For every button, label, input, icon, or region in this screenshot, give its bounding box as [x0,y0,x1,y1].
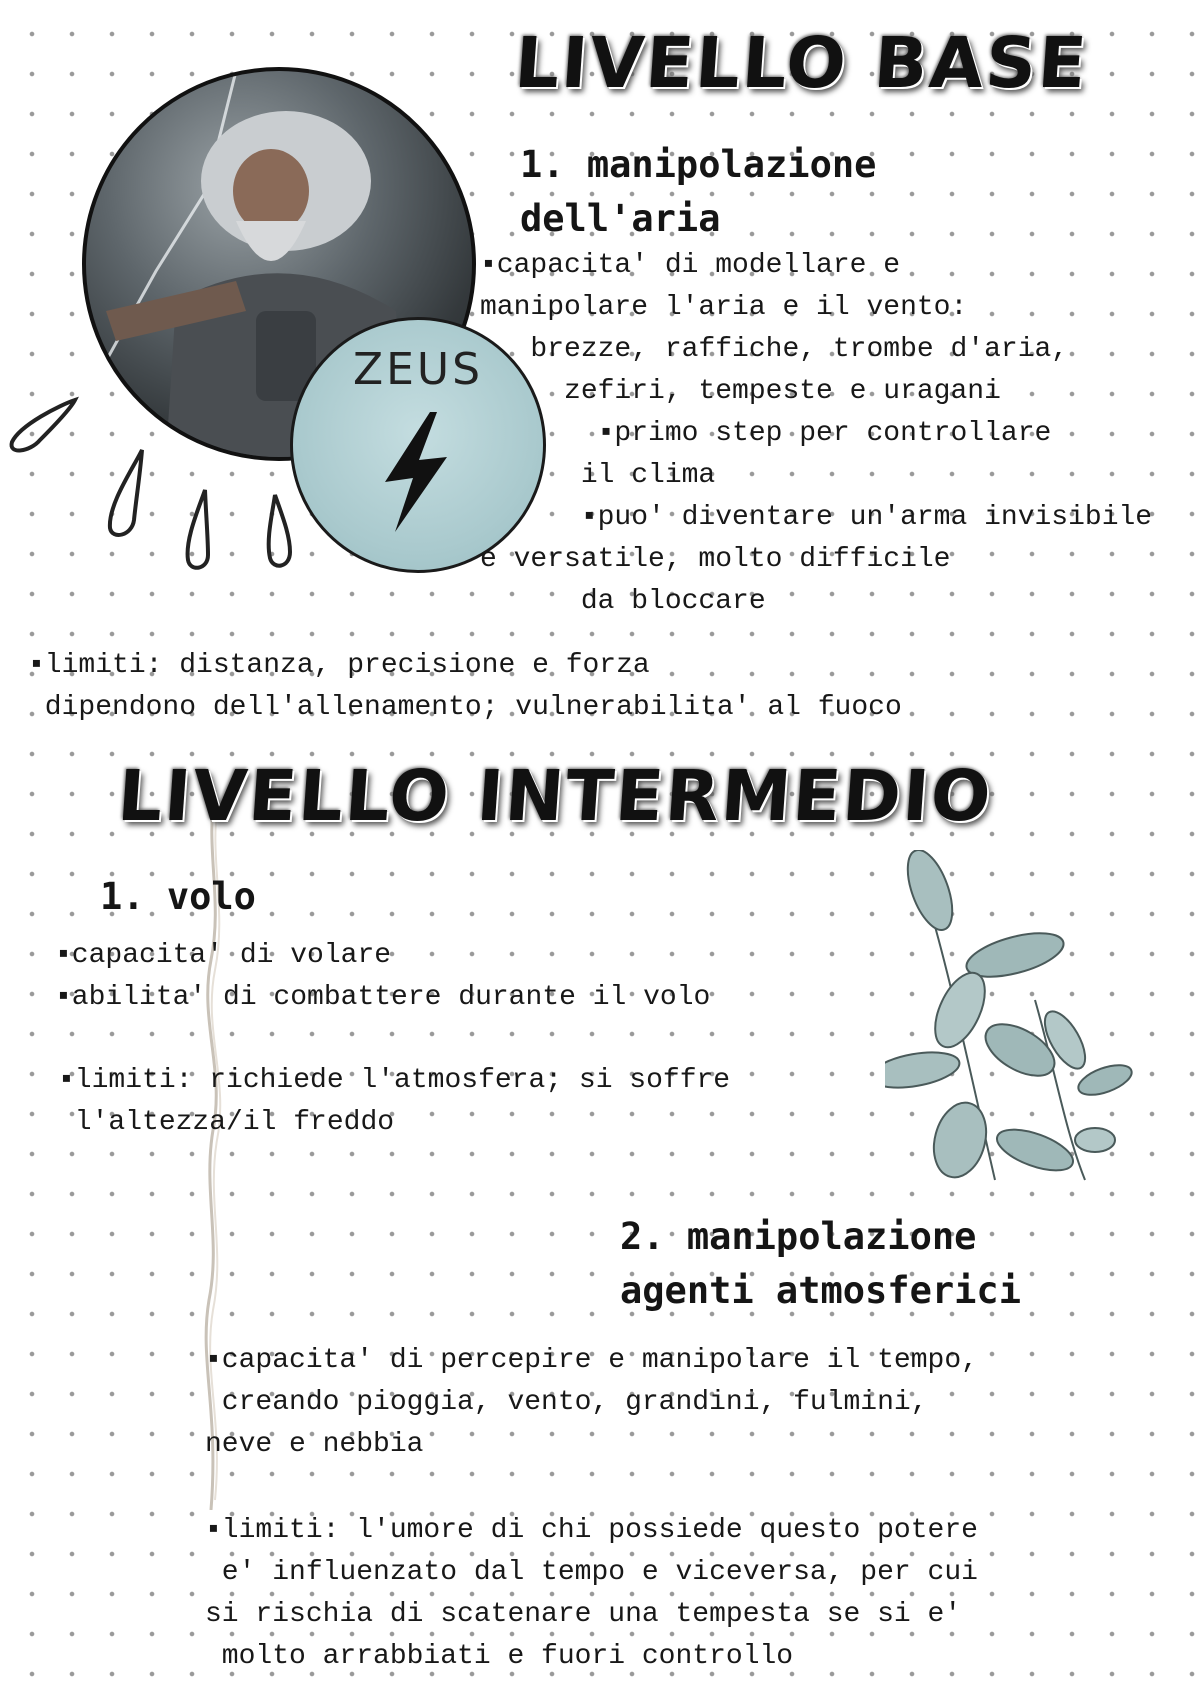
leaves-illustration [885,850,1145,1190]
power-title-agenti-atmosferici: 2. manipolazione agenti atmosferici [620,1215,1021,1312]
power-title-manipolazione-aria: 1. manipolazione dell'aria [520,143,877,240]
raindrop-doodles [0,380,310,580]
power-description-volo: ▪capacita' di volare ▪abilita' di combattere durante il volo [55,940,711,1013]
power-description-agenti-atmosferici: ▪capacita' di percepire e manipolare il tempo, creando pioggia, vento, grandini, fulmini, neve e nebbia [205,1345,978,1460]
power-limits-aria: ▪limiti: distanza, precisione e forza dipendono dell'allenamento; vulnerabilita' al fuoco [28,650,902,723]
lightning-bolt-icon [375,412,455,532]
power-title-volo: 1. volo [100,875,256,918]
heading-livello-base: LIVELLO BASE [512,22,1091,104]
power-limits-volo: ▪limiti: richiede l'atmosfera; si soffre l'altezza/il freddo [58,1065,731,1138]
heading-livello-intermedio: LIVELLO INTERMEDIO [115,755,996,837]
power-description-aria: ▪capacita' di modellare e manipolare l'aria e il vento: brezze, raffiche, trombe d'aria, zefiri, tempeste e uragani ▪primo step per controllare il clima ▪puo' diventare un'arma invisibile e versatile, molto difficile da bloccare [480,250,1153,617]
power-limits-agenti-atmosferici: ▪limiti: l'umore di chi possiede questo potere e' influenzato dal tempo e viceversa, per cui si rischia di scatenare una tempesta se si e' molto arrabbiati e fuori controllo [205,1515,978,1672]
badge-label: ZEUS [352,344,484,395]
